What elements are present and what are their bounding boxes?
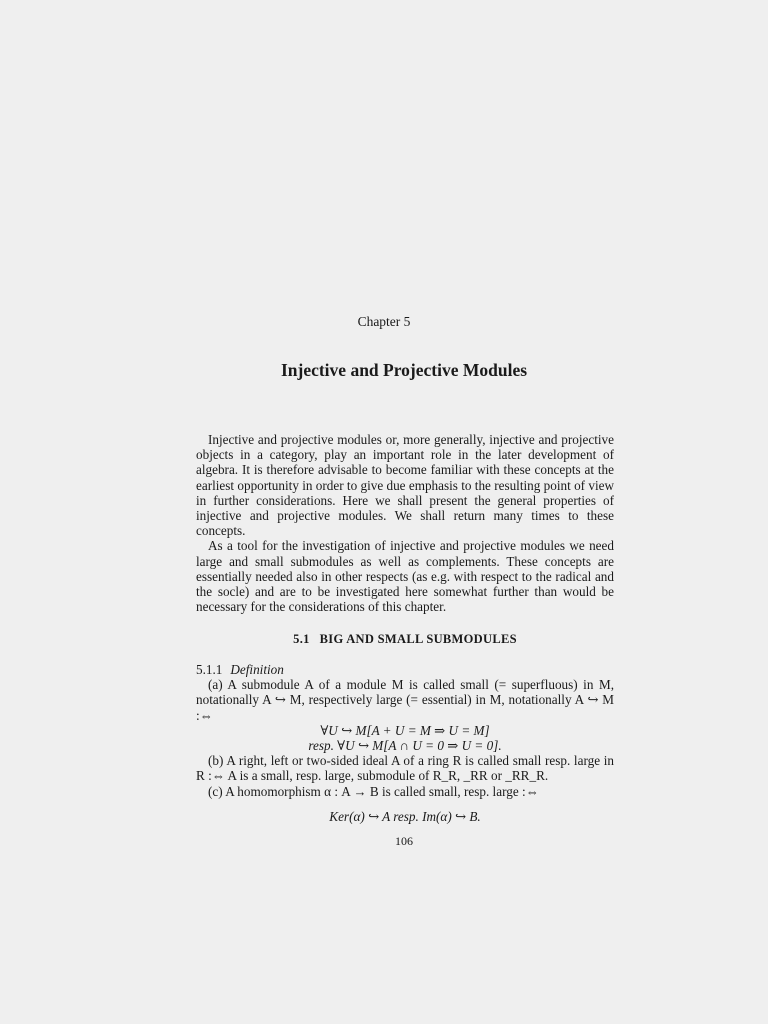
chapter-title: Injective and Projective Modules <box>280 360 528 380</box>
definition-block <box>196 662 614 824</box>
section-number: 5.1 <box>293 632 310 646</box>
intro-paragraph-1: Injective and projective modules or, more generally, injective and projective objects in a category, play an important role in the later development of algebra. It is therefore advisable to become familiar with these concepts at the earliest opportunity in order to give due emphasis to the resulting point of view in further considerations. Here we shall present the general properties of injective and projective modules. We shall return many times to these concepts. <box>196 432 614 539</box>
intro-paragraph-2: As a tool for the investigation of injective and projective modules we need large and small submodules as well as complements. These concepts are essentially needed also in other respects (as e.g. with respect to the radical and the socle) and are to be investigated here somewhat further than would be necessary for the considerations of this chapter. <box>196 538 614 615</box>
formula-homomorphism: Ker(α) ↪ A resp. Im(α) ↪ B. <box>329 808 481 824</box>
definition-number: 5.1.1 <box>196 662 223 677</box>
section-heading <box>196 632 614 647</box>
definition-part-b: (b) A right, left or two-sided ideal A of a ring R is called small resp. large in R :⇔ A is a small, resp. large, submodule of R_R, _RR or _RR_R. <box>196 753 614 784</box>
definition-title: Definition <box>230 662 284 677</box>
section-title: BIG AND SMALL SUBMODULES <box>319 632 517 646</box>
formula-large: resp. ∀U ↪ M[A ∩ U = 0 ⇒ U = 0]. <box>308 738 502 754</box>
definition-part-a: (a) A submodule A of a module M is called small (= superfluous) in M, notationally A ↪ M, respectively large (= essential) in M, notationally A ↪ M :⇔ <box>196 677 614 723</box>
intro-text <box>196 432 614 614</box>
formula-small: ∀U ↪ M[A + U = M ⇒ U = M] <box>320 722 490 738</box>
chapter-label: Chapter 5 <box>357 314 411 329</box>
page-number: 106 <box>395 834 413 848</box>
definition-heading <box>196 662 614 677</box>
definition-part-c: (c) A homomorphism α : A → B is called small, resp. large :⇔ <box>208 783 539 799</box>
